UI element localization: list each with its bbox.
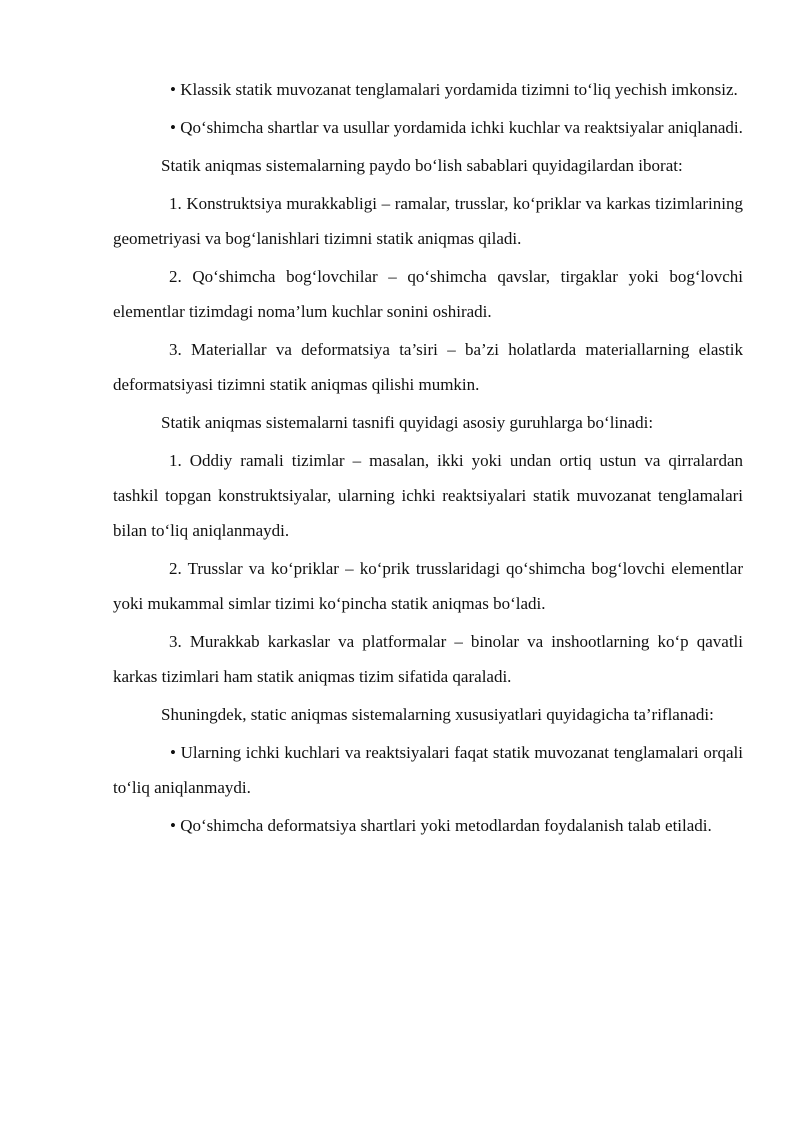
body-paragraph: Shuningdek, static aniqmas sistemalarning xususiyatlari quyidagicha ta’riflanadi: [161,705,714,724]
numbered-paragraph: 3. Murakkab karkaslar va platformalar – binolar va inshootlarning ko‘p qavatli karkas tizimlari ham statik aniqmas tizim sifatida qaraladi. [113,632,743,686]
numbered-paragraph: 2. Qo‘shimcha bog‘lovchilar – qo‘shimcha qavslar, tirgaklar yoki bog‘lovchi elementlar tizimdagi noma’lum kuchlar sonini oshiradi. [113,267,743,321]
numbered-paragraph: 3. Materiallar va deformatsiya ta’siri – ba’zi holatlarda materiallarning elastik deformatsiyasi tizimni statik aniqmas qilishi mumkin. [113,340,743,394]
document-body [113,72,743,846]
body-paragraph: Statik aniqmas sistemalarning paydo bo‘lish sabablari quyidagilardan iborat: [161,156,683,175]
numbered-paragraph: 1. Konstruktsiya murakkabligi – ramalar, trusslar, ko‘priklar va karkas tizimlarining geometriyasi va bog‘lanishlari tizimni statik aniqmas qiladi. [113,194,743,248]
numbered-paragraph: 2. Trusslar va ko‘priklar – ko‘prik trusslaridagi qo‘shimcha bog‘lovchi elementlar yoki mukammal simlar tizimi ko‘pincha statik aniqmas bo‘ladi. [113,559,743,613]
numbered-paragraph: 1. Oddiy ramali tizimlar – masalan, ikki yoki undan ortiq ustun va qirralardan tashkil topgan konstruktsiyalar, ularning ichki reaktsiyalari statik muvozanat tenglamalari bilan to‘liq aniqlanmaydi. [113,451,743,540]
bullet-paragraph: • Qo‘shimcha shartlar va usullar yordamida ichki kuchlar va reaktsiyalar aniqlanadi. [170,118,743,137]
body-paragraph: Statik aniqmas sistemalarni tasnifi quyidagi asosiy guruhlarga bo‘linadi: [161,413,654,432]
bullet-paragraph: • Klassik statik muvozanat tenglamalari yordamida tizimni to‘liq yechish imkonsiz. [170,80,738,99]
bullet-paragraph: • Ularning ichki kuchlari va reaktsiyalari faqat statik muvozanat tenglamalari orqali to‘liq aniqlanmaydi. [113,743,743,797]
bullet-paragraph: • Qo‘shimcha deformatsiya shartlari yoki metodlardan foydalanish talab etiladi. [170,816,712,835]
